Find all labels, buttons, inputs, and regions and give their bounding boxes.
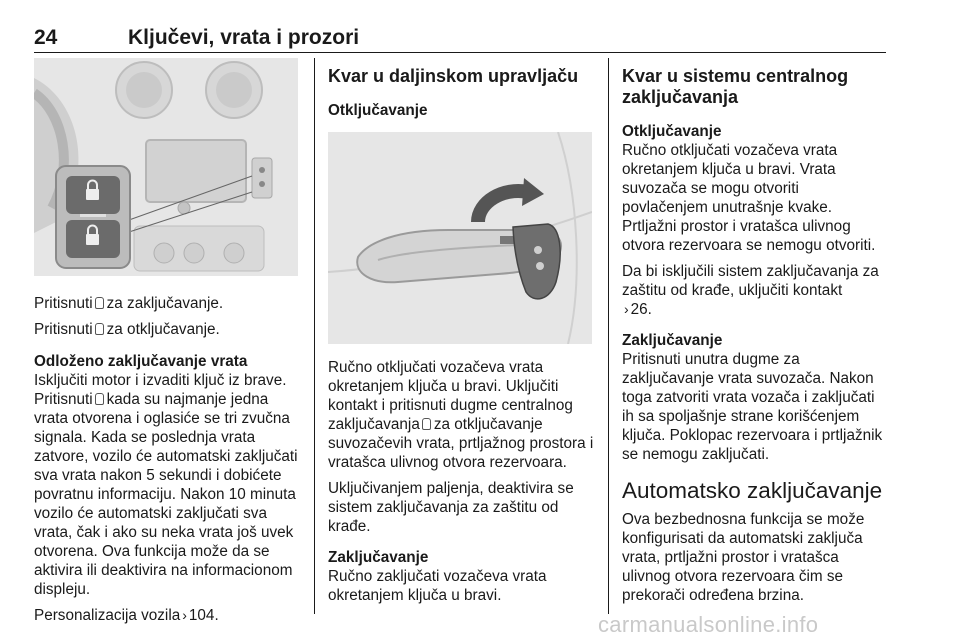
dashboard-illustration (34, 58, 298, 276)
lock-manual-text: Ručno zaključati vozačeva vrata okretanjem ključa u bravi. (328, 568, 547, 604)
auto-locking-text: Ova bezbednosna funkcija se može konfigurisati da automatski zaključa vrata, prtljažni prostor i vratašca ulivnog otvora rezervoara čim se prekorači određena brzina. (622, 511, 865, 604)
lock-icon (95, 393, 104, 405)
column-right (622, 58, 888, 612)
unlock-manual-text: Ručno otključati vozačeva vrata okretanjem ključa u bravi. Uključiti kontakt i pritisnuti dugme centralnog zaključavanja za otključavanje suvozačevih vrata, prtljažnog prostora i vratašca ulivnog otvora rezervoara. (328, 359, 594, 471)
column-divider (608, 58, 609, 614)
locking-subheading: Zaključavanje (328, 549, 429, 566)
column-divider (314, 58, 315, 614)
auto-locking-heading: Automatsko zaključavanje (622, 478, 883, 503)
locking-subheading: Zaključavanje (622, 332, 723, 349)
page-reference-icon: › (182, 607, 187, 623)
lock-instruction: Pritisnuti za zaključavanje. (34, 295, 224, 312)
unlock-icon (422, 418, 431, 430)
anti-theft-disable-text: Da bi isključili sistem zaključavanja za zaštitu od krađe, uključiti kontakt › 26. (622, 263, 879, 318)
unlock-fault-text: Ručno otključati vozačeva vrata okretanjem ključa u bravi. Vrata suvozača se mogu otvoriti povlačenjem unutrašnje kvake. Prtljažni prostor i vratašca ulivnog otvora rezervoara se nemogu otvoriti. (622, 142, 876, 254)
unlock-icon (95, 323, 104, 335)
delayed-locking-heading: Odloženo zaključavanje vrata (34, 353, 248, 370)
unlock-instruction: Pritisnuti za otključavanje. (34, 321, 220, 338)
page-number: 24 (34, 26, 58, 49)
chapter-title: Ključevi, vrata i prozori (128, 26, 360, 49)
unlocking-subheading: Otključavanje (328, 102, 428, 119)
remote-fault-heading: Kvar u daljinskom upravljaču (328, 66, 579, 86)
unlocking-subheading: Otključavanje (622, 123, 722, 140)
delayed-locking-text: Isključiti motor i izvaditi ključ iz brave. Pritisnuti kada su najmanje jedna vrata otvorena i oglasiće se tri zvučna signala. Kada se poslednja vrata zatvore, vozilo će automatski zaključati sva vrata nakon 5 sekundi i dobićete povratnu informaciju. Nakon 10 minuta vozilo će automatski zaključati sva vrata, čak i ako su neka vrata još uvek otvorena. Ova funkcija može da se aktivira ili deaktivira na informacionom displeju. (34, 372, 298, 598)
lock-icon (95, 297, 104, 309)
watermark: carmanualsonline.info (598, 612, 819, 637)
column-left (34, 58, 300, 632)
door-handle-key-illustration (328, 132, 592, 344)
lock-fault-text: Pritisnuti unutra dugme za zaključavanje vrata suvozača. Nakon toga zatvoriti vrata vozača i zaključati ih sa spoljašnje strane korišćenjem ključa. Poklopac rezervoara i prtljažnik se nemogu zaključati. (622, 351, 883, 463)
column-middle (328, 58, 594, 612)
page-reference-icon: › (624, 301, 629, 317)
central-locking-fault-heading: Kvar u sistemu centralnog zaključavanja (622, 66, 849, 107)
personalization-reference: Personalizacija vozila › 104. (34, 607, 219, 624)
page-header (34, 22, 886, 53)
anti-theft-text: Uključivanjem paljenja, deaktivira se sistem zaključavanja za zaštitu od krađe. (328, 480, 574, 535)
